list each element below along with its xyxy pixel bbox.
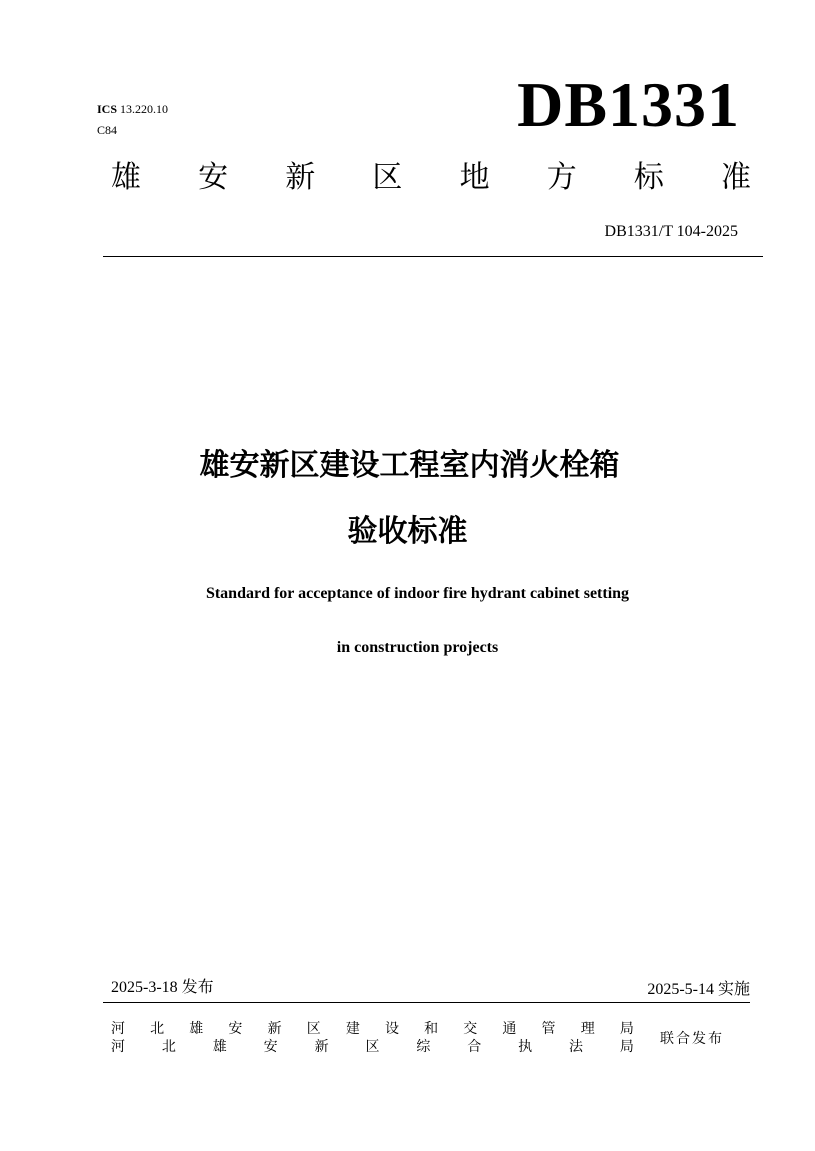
issuer-2-char: 执 bbox=[518, 1039, 533, 1055]
issuer-1-char: 新 bbox=[267, 1021, 282, 1037]
standard-code: DB1331 bbox=[517, 69, 740, 140]
standard-type-char: 准 bbox=[720, 160, 751, 195]
issuer-1-char: 局 bbox=[619, 1021, 634, 1037]
issue-date-value: 2025-3-18 bbox=[111, 979, 178, 996]
issuer-2-char: 法 bbox=[569, 1039, 584, 1055]
standard-type-char: 安 bbox=[198, 160, 229, 195]
issuer-2-char: 局 bbox=[619, 1039, 634, 1055]
issuer-1-char: 理 bbox=[580, 1021, 595, 1037]
issuer-2 bbox=[111, 1039, 634, 1055]
issuer-2-char: 安 bbox=[263, 1039, 278, 1055]
issuer-1-char: 和 bbox=[424, 1021, 439, 1037]
title-en-line1: Standard for acceptance of indoor fire hydrant cabinet setting bbox=[205, 585, 630, 602]
issue-date bbox=[111, 976, 214, 999]
issuer-1-char: 建 bbox=[345, 1021, 360, 1037]
standard-type-char: 方 bbox=[546, 160, 577, 195]
issuer-2-char: 北 bbox=[161, 1039, 176, 1055]
standard-number: DB1331/T 104-2025 bbox=[604, 223, 738, 240]
ics-code: 13.220.10 bbox=[120, 102, 169, 116]
title-zh-line2: 验收标准 bbox=[347, 514, 468, 549]
issuer-1-char: 北 bbox=[150, 1021, 165, 1037]
issuer-1-char: 管 bbox=[541, 1021, 556, 1037]
header-divider bbox=[103, 256, 763, 257]
implementation-label: 实施 bbox=[717, 979, 750, 998]
ics-classification bbox=[97, 102, 168, 116]
issuer-2-char: 综 bbox=[416, 1039, 431, 1055]
issuer-1-char: 雄 bbox=[189, 1021, 204, 1037]
title-en-line2: in construction projects bbox=[336, 639, 499, 656]
footer-divider bbox=[103, 1002, 750, 1003]
issuer-1-char: 区 bbox=[306, 1021, 321, 1037]
standard-type-char: 新 bbox=[285, 160, 316, 195]
issuer-1-char: 设 bbox=[384, 1021, 399, 1037]
joint-release-label: 联合发布 bbox=[660, 1031, 724, 1047]
issuer-2-char: 新 bbox=[314, 1039, 329, 1055]
issuer-1 bbox=[111, 1021, 634, 1037]
issuer-2-char: 雄 bbox=[212, 1039, 227, 1055]
issuer-1-char: 交 bbox=[463, 1021, 478, 1037]
issuer-1-char: 安 bbox=[228, 1021, 243, 1037]
standard-type-char: 地 bbox=[459, 160, 490, 195]
standard-type-char: 区 bbox=[372, 160, 403, 195]
issue-label: 发布 bbox=[181, 977, 214, 996]
issuer-2-char: 合 bbox=[467, 1039, 482, 1055]
implementation-date bbox=[647, 978, 750, 1001]
title-zh-line1: 雄安新区建设工程室内消火栓箱 bbox=[199, 448, 620, 483]
issuer-1-char: 河 bbox=[111, 1021, 125, 1037]
ics-label: ICS bbox=[97, 102, 118, 116]
implementation-date-value: 2025-5-14 bbox=[647, 981, 714, 998]
issuer-2-char: 河 bbox=[111, 1039, 125, 1055]
standard-type bbox=[111, 158, 751, 198]
ccs-code: C84 bbox=[97, 123, 118, 137]
issuer-2-char: 区 bbox=[365, 1039, 380, 1055]
standard-type-char: 雄 bbox=[111, 160, 141, 195]
standard-type-char: 标 bbox=[633, 160, 664, 195]
issuer-1-char: 通 bbox=[502, 1021, 517, 1037]
